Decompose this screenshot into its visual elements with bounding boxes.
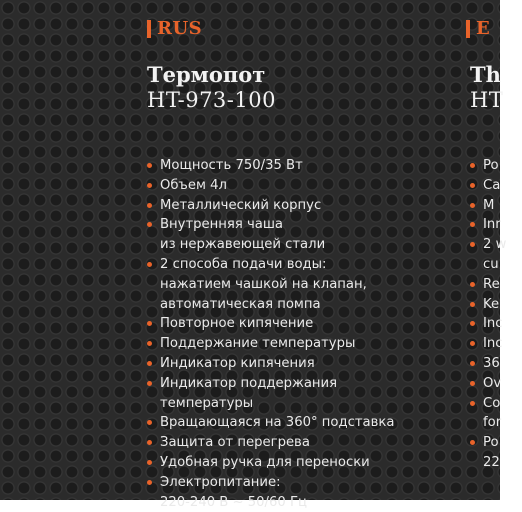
feature-text: Inc: [483, 336, 503, 352]
feature-text: Re: [483, 276, 500, 292]
feature-item: [160, 334, 394, 354]
feature-text: 2 w: [483, 237, 507, 253]
feature-text: 220-240 В ~ 50/60 Гц: [160, 494, 307, 510]
feature-item: [160, 215, 394, 255]
feature-text: Индикатор поддержания: [160, 375, 338, 391]
feature-item: [483, 295, 506, 315]
feature-text: cu: [483, 256, 499, 272]
feature-text: Внутренняя чаша: [160, 217, 283, 233]
language-tag-label: E: [476, 18, 491, 39]
product-title: Th: [470, 62, 501, 87]
feature-text: Ca: [483, 177, 501, 193]
feature-item: [160, 433, 394, 453]
feature-item: [483, 275, 506, 295]
feature-text: 2 способа подачи воды:: [160, 256, 327, 272]
language-tag-rus: [147, 18, 202, 39]
feature-text: Inc: [483, 316, 503, 332]
feature-item: [483, 334, 506, 354]
bullet-icon: [147, 183, 152, 188]
feature-item: [483, 314, 506, 334]
feature-text: Мощность 750/35 Вт: [160, 158, 303, 173]
feature-item: [160, 354, 394, 374]
feature-item: [483, 196, 506, 216]
bullet-icon: [470, 282, 475, 287]
feature-text: Повторное кипячение: [160, 316, 314, 332]
feature-text: Ke: [483, 296, 500, 312]
bullet-icon: [470, 381, 475, 386]
feature-list: [160, 156, 394, 512]
feature-item: [160, 374, 394, 414]
bullet-icon: [470, 183, 475, 188]
language-tag-eng: [466, 18, 490, 39]
feature-item: [483, 176, 506, 196]
bullet-icon: [147, 203, 152, 208]
bullet-icon: [470, 302, 475, 307]
feature-text: Po: [483, 435, 499, 451]
product-model: HT: [470, 88, 504, 112]
feature-text: 36: [483, 355, 500, 371]
bullet-icon: [470, 361, 475, 366]
bullet-icon: [147, 361, 152, 366]
bullet-icon: [470, 401, 475, 406]
feature-text: M: [483, 197, 495, 213]
tag-bar-icon: [466, 20, 470, 38]
feature-item: [160, 453, 394, 473]
tag-bar-icon: [147, 20, 151, 38]
feature-item: [483, 354, 506, 374]
feature-text: Защита от перегрева: [160, 435, 310, 451]
feature-text: Индикатор кипячения: [160, 355, 315, 371]
feature-item: [160, 196, 394, 216]
feature-text: нажатием чашкой на клапан,: [160, 276, 367, 292]
product-model: HT-973-100: [147, 88, 276, 112]
bullet-icon: [147, 381, 152, 386]
feature-text: температуры: [160, 395, 254, 411]
language-tag-label: RUS: [157, 18, 203, 39]
feature-item: [160, 176, 394, 196]
feature-text: Удобная ручка для переноски: [160, 454, 370, 470]
product-title: Термопот: [147, 62, 266, 87]
feature-text: 22: [483, 454, 500, 470]
bullet-icon: [147, 163, 152, 168]
feature-item: [160, 413, 394, 433]
feature-item: [483, 374, 506, 394]
bullet-icon: [470, 203, 475, 208]
feature-item: [483, 433, 506, 473]
feature-text: Inr: [483, 217, 501, 233]
feature-item: [160, 156, 394, 176]
bullet-icon: [470, 163, 475, 168]
bullet-icon: [147, 262, 152, 267]
feature-text: Po: [483, 158, 499, 173]
feature-text: Вращающаяся на 360° подставка: [160, 415, 395, 431]
feature-item: [483, 156, 506, 176]
feature-text: Co: [483, 395, 501, 411]
feature-item: [483, 235, 506, 275]
feature-item: [483, 215, 506, 235]
bullet-icon: [147, 480, 152, 485]
feature-text: Поддержание температуры: [160, 336, 356, 352]
bullet-icon: [147, 460, 152, 465]
feature-item: [160, 255, 394, 314]
feature-text: автоматическая помпа: [160, 296, 321, 312]
feature-text: Электропитание:: [160, 474, 281, 490]
feature-text: for: [483, 415, 502, 431]
feature-item: [160, 314, 394, 334]
feature-text: из нержавеющей стали: [160, 237, 326, 253]
feature-item: [160, 473, 394, 512]
feature-item: [483, 394, 506, 434]
feature-text: Металлический корпус: [160, 197, 322, 213]
feature-list: [483, 156, 506, 473]
feature-text: Объем 4л: [160, 177, 227, 193]
feature-text: Ov: [483, 375, 502, 391]
